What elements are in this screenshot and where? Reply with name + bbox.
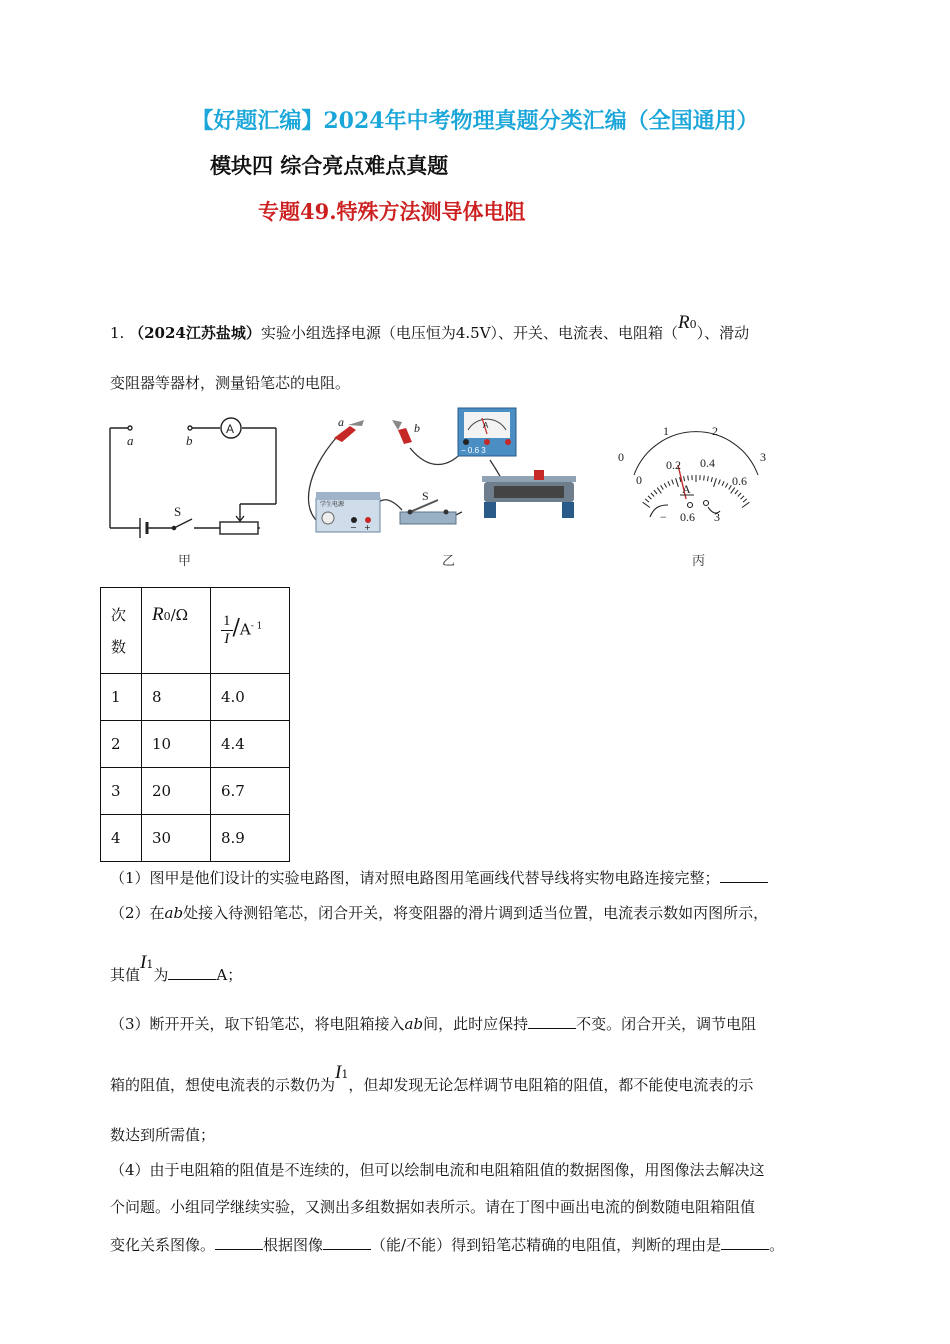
header-frac-num: 1	[223, 613, 231, 629]
part-4-line3	[110, 1234, 784, 1256]
dial-tick	[711, 477, 712, 482]
table-cell: 2	[101, 721, 142, 768]
table-cell: 1	[101, 674, 142, 721]
dial-tick	[719, 480, 721, 485]
module-title: 模块四 综合亮点难点真题	[210, 153, 449, 178]
dial-unit-label: A	[682, 482, 691, 496]
device-terminal-labels: − 0.6 3	[461, 446, 486, 455]
terminal-b-label: b	[186, 433, 193, 448]
part-2-text-e: A；	[216, 966, 243, 984]
caption-jia: 甲	[178, 554, 192, 569]
dial-tick	[654, 490, 657, 494]
i1-subscript: 1	[146, 958, 154, 971]
rheostat-icon	[482, 470, 576, 518]
dial-tick	[657, 488, 661, 494]
table-row	[101, 674, 290, 721]
part-2-text-a: （2）在	[110, 904, 165, 922]
data-table	[100, 587, 290, 862]
dial-terminal-3: 3	[714, 510, 720, 524]
part-2-text-b: 处接入待测铅笔芯，闭合开关，将变阻器的滑片调到适当位置，电流表示数如丙图所示，	[183, 904, 769, 922]
answer-blank-5[interactable]	[323, 1235, 371, 1250]
dial-tick	[704, 476, 705, 481]
part-4-line2: 个问题。小组同学继续实验，又测出多组数据如表所示。请在丁图中画出电流的倒数随电阻箱阻值	[110, 1198, 756, 1216]
part-4-line1: （4）由于电阻箱的阻值是不连续的，但可以绘制电流和电阻箱阻值的数据图像，用图像法去解决这	[110, 1161, 765, 1179]
part-3-line3: 数达到所需值；	[110, 1126, 216, 1144]
part-2-ab: ab	[164, 904, 184, 922]
question-source: （2024江苏盐城）	[129, 324, 261, 342]
part-3-ab: ab	[404, 1015, 424, 1033]
dial-tick	[648, 496, 652, 499]
table-cell: 20	[142, 768, 211, 815]
ammeter-label: A	[226, 422, 235, 436]
clip-b-icon	[392, 420, 412, 444]
dial-terminal-06: 0.6	[680, 510, 695, 524]
power-minus-label: −	[350, 523, 357, 532]
part-4-text-e: （能/不能）得到铅笔芯精确的电阻值，判断的理由是	[371, 1236, 722, 1254]
part-2-text-d: 为	[153, 966, 169, 984]
power-supply-icon	[316, 492, 380, 532]
dial-tick	[731, 488, 735, 494]
table-cell: 3	[101, 768, 142, 815]
dial-terminal-minus: −	[660, 510, 667, 524]
answer-blank-6[interactable]	[721, 1235, 769, 1250]
scale-top-0: 0	[618, 450, 624, 464]
part-4-text-d: 根据图像	[263, 1236, 324, 1254]
circuit-diagram	[100, 412, 290, 542]
header-inverse-current: $\frac{1}{I}$ $/A^{- 1}$	[211, 588, 290, 674]
part-3-text-e: ，但却发现无论怎样调节电阻箱的阻值，都不能使电流表的示	[348, 1076, 754, 1094]
dial-tick	[676, 478, 679, 487]
dial-tick	[645, 499, 649, 502]
dial-tick	[684, 476, 685, 481]
scale-bottom-0: 0	[636, 473, 642, 487]
photo-label-a: a	[338, 415, 344, 429]
scale-bottom-3: 0.6	[732, 474, 747, 488]
question-intro	[110, 312, 750, 346]
table-cell: 4.0	[211, 674, 290, 721]
part-3-text-d: 箱的阻值，想使电流表的示数仍为	[110, 1076, 336, 1094]
r0-symbol: R	[678, 312, 690, 333]
dial-tick	[668, 481, 670, 486]
scale-bottom-1: 0.2	[666, 458, 681, 472]
device-ammeter-label: A	[483, 421, 489, 430]
part-1-text: （1）图甲是他们设计的实验电路图，请对照电路图用笔画线代替导线将实物电路连接完整；	[110, 869, 720, 887]
dial-tick	[742, 502, 749, 507]
dial-tick	[661, 485, 664, 489]
table-cell: 30	[142, 815, 211, 862]
dial-tick	[714, 478, 717, 487]
header-times-line1: 次	[111, 605, 127, 624]
table-row	[101, 721, 290, 768]
dial-tick	[688, 476, 689, 481]
dial-tick	[643, 502, 650, 507]
answer-blank-1[interactable]	[720, 868, 768, 883]
answer-blank-3[interactable]	[528, 1014, 576, 1029]
header-r0-subscript: 0	[163, 610, 171, 623]
scale-top-1: 1	[663, 424, 669, 438]
header-r0-unit: /Ω	[170, 606, 189, 624]
part-2-line1	[110, 902, 768, 924]
dial-tick	[741, 496, 745, 499]
header-times-line2: 数	[111, 637, 127, 656]
power-plus-label: +	[364, 523, 371, 532]
header-r0	[142, 588, 211, 674]
table-cell: 10	[142, 721, 211, 768]
dial-tick	[722, 481, 724, 486]
photo-switch-label: S	[422, 489, 429, 503]
dial-tick	[651, 493, 654, 497]
ammeter-dial	[610, 415, 785, 530]
part-3-text-c: 不变。闭合开关，调节电阻	[576, 1015, 757, 1033]
part-3-line1	[110, 1013, 756, 1035]
dial-tick	[738, 493, 741, 497]
answer-blank-2[interactable]	[168, 965, 216, 980]
dial-tick	[725, 483, 727, 487]
scale-top-3: 3	[760, 450, 766, 464]
part-1	[110, 867, 768, 889]
ammeter-device-icon	[458, 408, 516, 456]
table-row	[101, 815, 290, 862]
header-r0-symbol: R	[152, 604, 164, 625]
dial-tick	[729, 485, 732, 489]
dial-tick	[707, 476, 708, 481]
scale-top-2: 2	[712, 424, 718, 438]
part-3-line2	[110, 1062, 754, 1098]
i1-subscript-2: 1	[341, 1068, 349, 1081]
dial-tick	[735, 490, 738, 494]
document-title: 【好题汇编】2024年中考物理真题分类汇编（全国通用）	[191, 108, 759, 134]
i1-symbol: I	[140, 952, 147, 973]
topic-title: 专题49.特殊方法测导体电阻	[258, 199, 526, 224]
switch-label: S	[174, 504, 182, 519]
physical-circuit	[298, 400, 588, 550]
dial-tick	[664, 483, 666, 487]
question-number: 1.	[110, 324, 125, 342]
header-frac-den: I	[224, 631, 230, 647]
part-4-text-f: 。	[769, 1236, 785, 1254]
switch-device-icon	[400, 500, 456, 524]
caption-bing: 丙	[692, 554, 706, 569]
part-2-line2	[110, 952, 243, 988]
terminal-a-label: a	[127, 433, 134, 448]
caption-yi: 乙	[442, 554, 456, 569]
photo-label-b: b	[414, 421, 420, 435]
part-3-text-b: 间，此时应保持	[423, 1015, 529, 1033]
table-cell: 4	[101, 815, 142, 862]
header-times	[101, 588, 142, 674]
part-3-text-a: （3）断开开关，取下铅笔芯，将电阻箱接入	[110, 1015, 405, 1033]
dial-tick	[672, 480, 674, 485]
intro-line2: 变阻器等器材，测量铅笔芯的电阻。	[110, 374, 351, 392]
intro-text-b: ）、滑动	[696, 324, 750, 342]
answer-blank-4[interactable]	[215, 1235, 263, 1250]
header-i-exp: - 1	[250, 621, 263, 632]
table-cell: 4.4	[211, 721, 290, 768]
part-4-text-c: 变化关系图像。	[110, 1236, 216, 1254]
power-supply-label: 学生电源	[320, 501, 345, 508]
table-cell: 8	[142, 674, 211, 721]
intro-text-a: 实验小组选择电源（电压恒为4.5V）、开关、电流表、电阻箱（	[260, 324, 679, 342]
table-cell: 6.7	[211, 768, 290, 815]
r0-subscript: 0	[689, 318, 697, 331]
header-i-unit: A	[239, 620, 251, 639]
part-2-text-c: 其值	[110, 966, 141, 984]
table-cell: 8.9	[211, 815, 290, 862]
scale-bottom-2: 0.4	[700, 456, 715, 470]
i1-symbol-2: I	[335, 1062, 342, 1083]
dial-tick	[743, 499, 747, 502]
table-row	[101, 768, 290, 815]
